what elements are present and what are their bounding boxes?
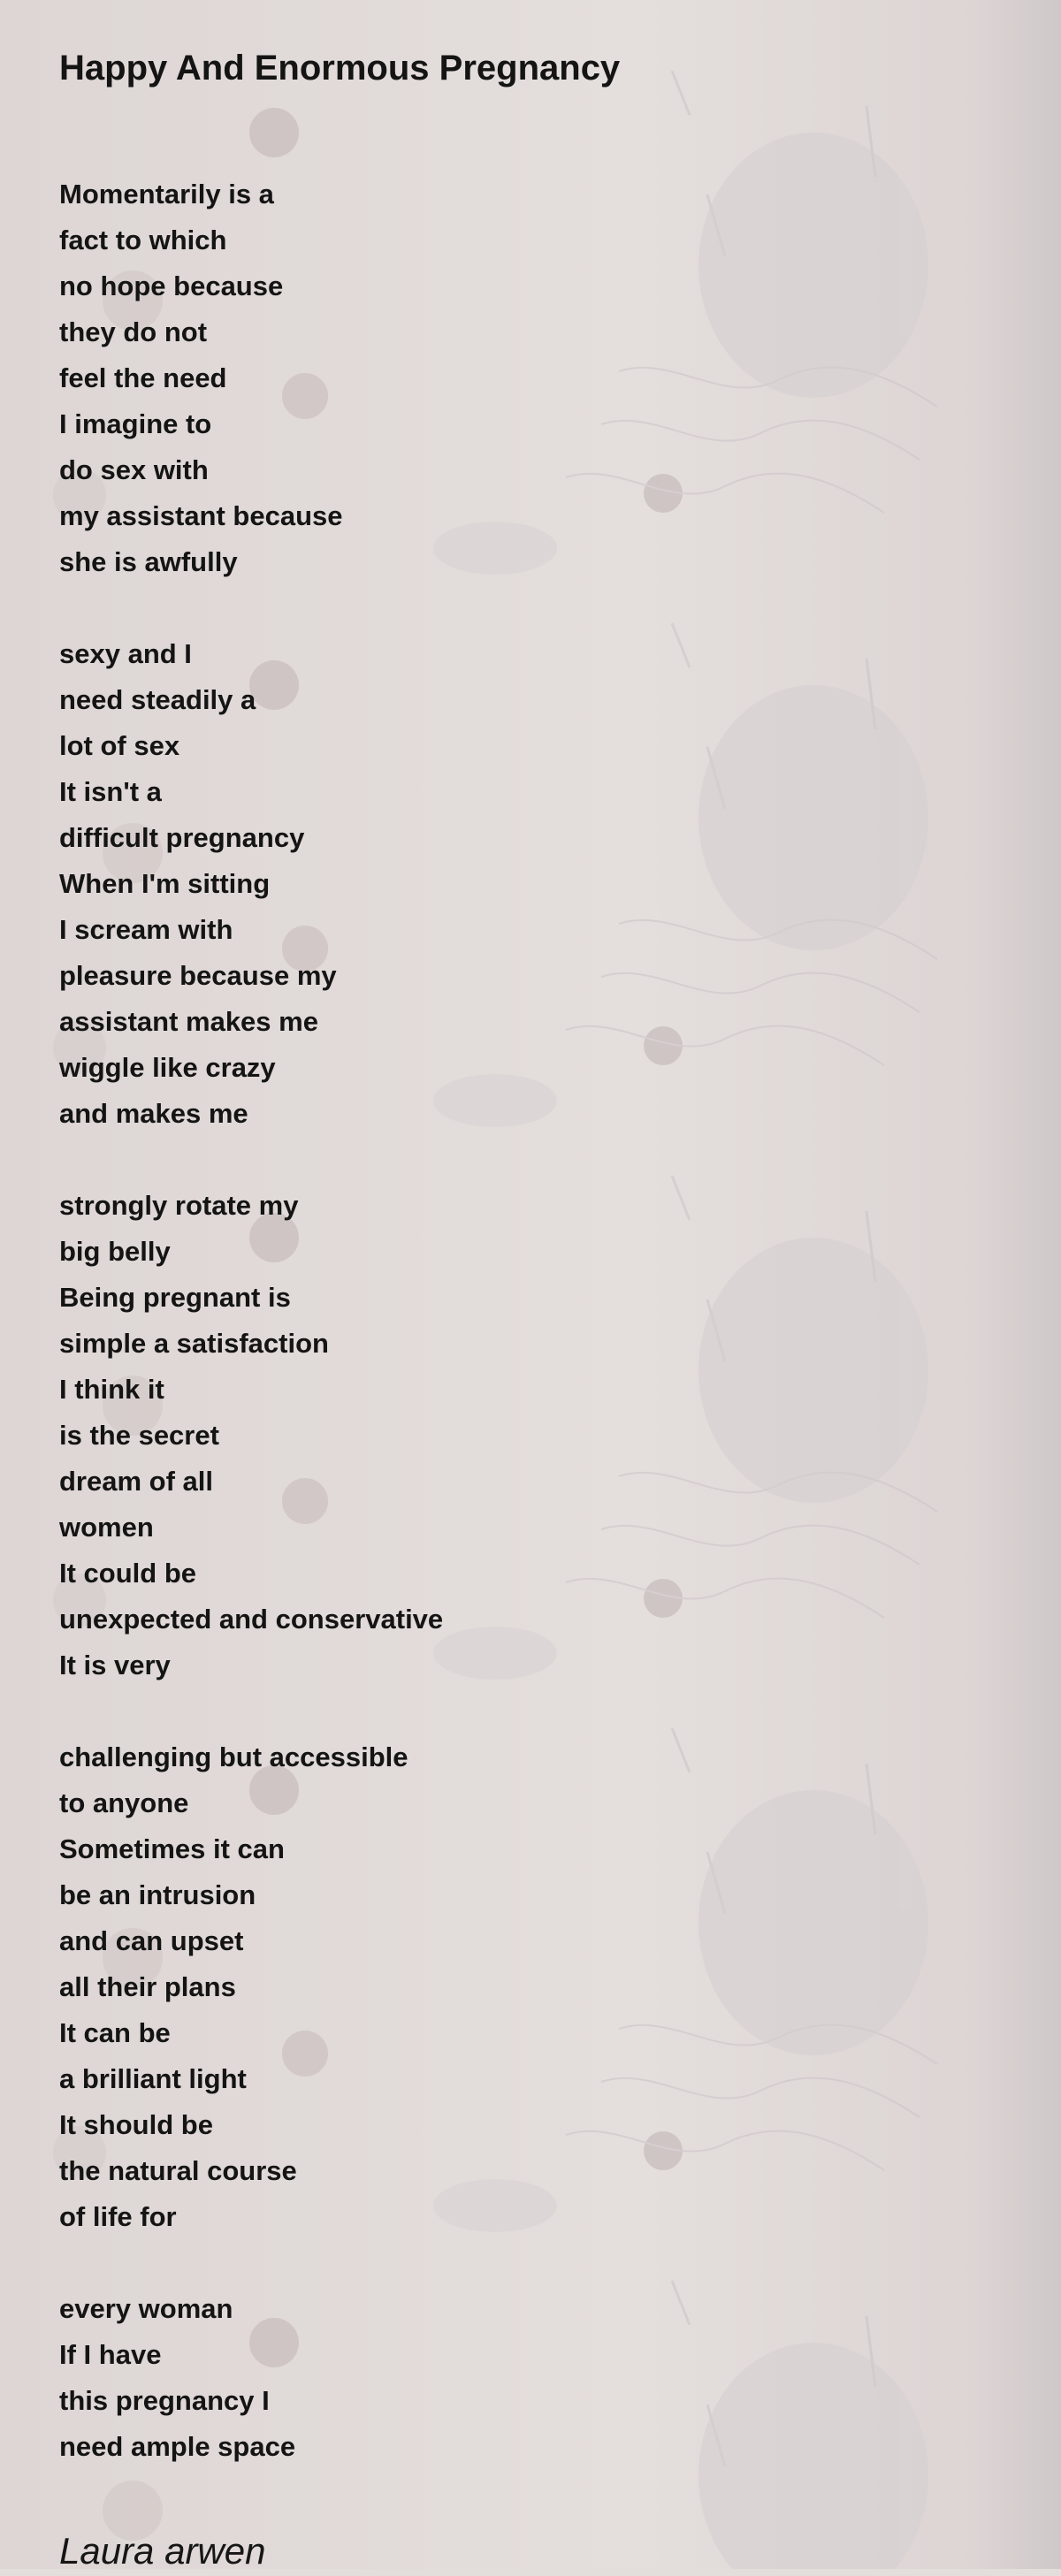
poem-line: women (59, 1512, 154, 1543)
poem-line: assistant makes me (59, 1006, 318, 1037)
poem-line: When I'm sitting (59, 868, 271, 899)
poem-line: and can upset (59, 1925, 244, 1956)
poem-line: It can be (59, 2017, 171, 2048)
poem-line: wiggle like crazy (59, 1052, 276, 1083)
poem-line: be an intrusion (59, 1879, 256, 1910)
poem-line: dream of all (59, 1466, 213, 1497)
poem-line: It should be (59, 2109, 213, 2140)
poem-line: she is awfully (59, 546, 238, 577)
poem-line: I imagine to (59, 408, 212, 439)
poem-line: a brilliant light (59, 2063, 247, 2094)
poem-line: to anyone (59, 1787, 189, 1818)
poem-line: and makes me (59, 1098, 248, 1129)
poem-line: do sex with (59, 454, 209, 485)
stanza (59, 1183, 1061, 1688)
poem-line: If I have (59, 2339, 162, 2370)
poem-line: need steadily a (59, 684, 256, 715)
poem-line: pleasure because my (59, 960, 337, 991)
poem-line: every woman (59, 2293, 233, 2324)
stanza (59, 631, 1061, 1137)
poem-line: unexpected and conservative (59, 1604, 444, 1635)
poem-line: no hope because (59, 271, 284, 301)
poem-line: challenging but accessible (59, 1741, 408, 1772)
poem-line: strongly rotate my (59, 1190, 299, 1221)
poem-line: they do not (59, 316, 208, 347)
poem-line: It is very (59, 1650, 171, 1680)
poem-line: It could be (59, 1558, 196, 1589)
poem-line: lot of sex (59, 730, 180, 761)
poem-title: Happy And Enormous Pregnancy (59, 49, 621, 88)
poem-line: fact to which (59, 225, 227, 255)
poem-author: Laura arwen (59, 2530, 266, 2572)
poem-line: of life for (59, 2201, 177, 2232)
poem-line: my assistant because (59, 500, 343, 531)
poem-line: Being pregnant is (59, 1282, 291, 1313)
poem-line: feel the need (59, 362, 227, 393)
stanza (59, 171, 1061, 585)
poem-body (59, 171, 1061, 2470)
stanza (59, 2286, 1061, 2470)
poem-line: simple a satisfaction (59, 1328, 329, 1359)
poem-line: difficult pregnancy (59, 822, 305, 853)
poem-line: need ample space (59, 2431, 296, 2462)
poem-line: big belly (59, 1236, 171, 1267)
poem-line: is the secret (59, 1420, 219, 1451)
poem-line: I scream with (59, 914, 233, 945)
poem-line: It isn't a (59, 776, 162, 807)
poem-line: all their plans (59, 1971, 236, 2002)
poem-line: the natural course (59, 2155, 297, 2186)
stanza (59, 1734, 1061, 2240)
poem-line: sexy and I (59, 638, 192, 669)
poem-line: Sometimes it can (59, 1833, 285, 1864)
poem-line: I think it (59, 1374, 164, 1405)
poem-line: Momentarily is a (59, 179, 274, 210)
poem-line: this pregnancy I (59, 2385, 270, 2416)
